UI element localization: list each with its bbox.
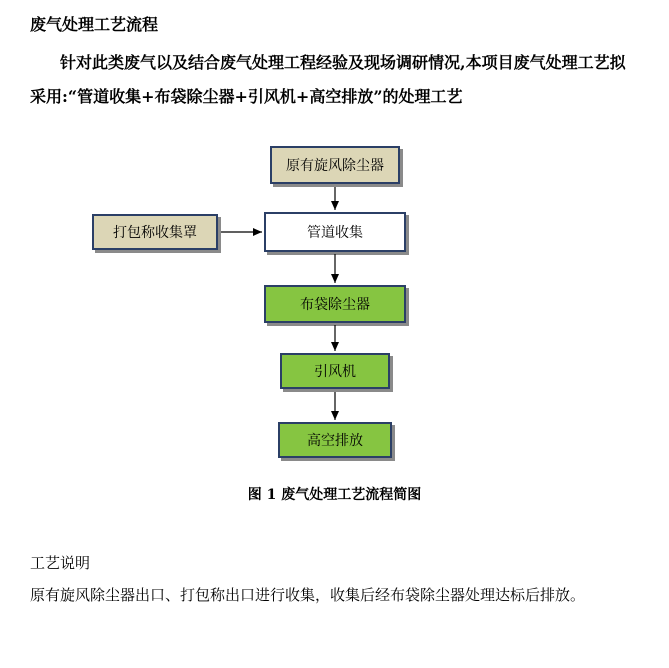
box-pipe-collection: 管道收集 xyxy=(264,212,406,252)
box-bag-filter: 布袋除尘器 xyxy=(264,285,406,323)
box-packing-hood: 打包称收集罩 xyxy=(92,214,218,250)
box-cyclone-collector: 原有旋风除尘器 xyxy=(270,146,400,184)
section-heading: 废气处理工艺流程 xyxy=(30,15,159,34)
intro-paragraph: 针对此类废气以及结合废气处理工程经验及现场调研情况,本项目废气处理工艺拟采用:“管道收集+布袋除尘器+引风机+高空排放”的处理工艺 xyxy=(30,53,626,106)
process-description-title: 工艺说明 xyxy=(30,554,91,572)
process-description: 原有旋风除尘器出口、打包称出口进行收集，收集后经布袋除尘器处理达标后排放。 xyxy=(30,586,586,604)
box-high-stack: 高空排放 xyxy=(278,422,392,458)
figure-caption: 图 1 废气处理工艺流程简图 xyxy=(247,487,422,503)
box-induced-fan: 引风机 xyxy=(280,353,390,389)
